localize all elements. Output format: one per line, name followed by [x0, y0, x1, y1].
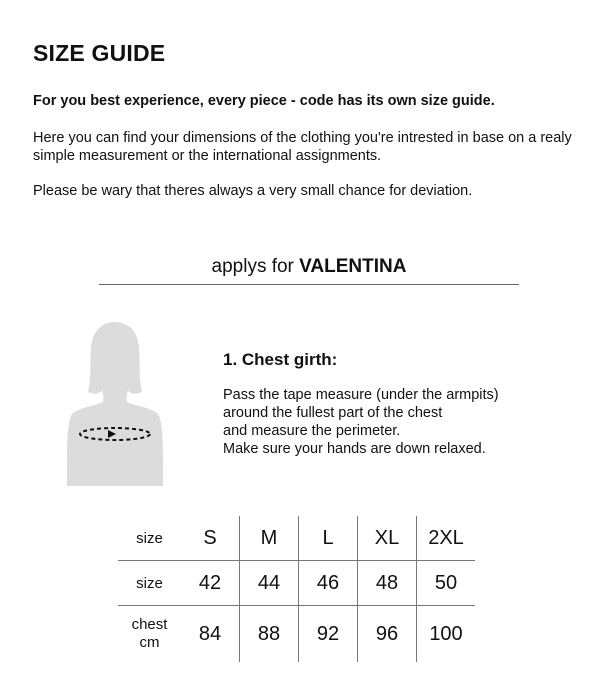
table-row: [118, 606, 475, 663]
row-label-line: chest: [131, 616, 168, 633]
row-label: size: [118, 516, 181, 561]
table-cell: 88: [240, 606, 299, 663]
row-label: size: [118, 561, 181, 606]
table-row: [118, 561, 475, 606]
table-cell: 48: [358, 561, 417, 606]
applies-prefix: applys for: [211, 256, 294, 277]
table-cell: M: [240, 516, 299, 561]
table-cell: 2XL: [417, 516, 476, 561]
applies-heading: [0, 256, 600, 278]
measurement-line: Make sure your hands are down relaxed.: [223, 441, 486, 457]
measurement-line: around the fullest part of the chest: [223, 405, 443, 421]
table-cell: S: [181, 516, 240, 561]
row-label-line: cm: [139, 634, 160, 651]
intro-bold-text: For you best experience, every piece - code has its own size guide.: [33, 93, 495, 109]
table-cell: 42: [181, 561, 240, 606]
table-cell: 96: [358, 606, 417, 663]
table-row: [118, 516, 475, 561]
intro-paragraph-2: Please be wary that theres always a very small chance for deviation.: [33, 183, 473, 199]
table-cell: 92: [299, 606, 358, 663]
table-cell: 84: [198, 622, 222, 645]
measurement-line: Pass the tape measure (under the armpits): [223, 387, 499, 403]
measurement-line: and measure the perimeter.: [223, 423, 401, 439]
table-cell: 44: [240, 561, 299, 606]
chest-girth-figure-icon: [64, 320, 166, 486]
measurement-description: [223, 386, 543, 458]
table-cell: L: [299, 516, 358, 561]
size-table: [118, 516, 475, 662]
table-cell: 100: [417, 606, 476, 663]
product-name: VALENTINA: [299, 256, 407, 277]
measurement-title: 1. Chest girth:: [223, 350, 338, 369]
table-cell: 46: [299, 561, 358, 606]
table-cell: XL: [358, 516, 417, 561]
row-label: [118, 606, 181, 663]
page-title: SIZE GUIDE: [33, 40, 166, 66]
intro-paragraph-1: Here you can find your dimensions of the clothing you're intrested in base on a realy simple measurement or the international assignments.: [33, 130, 572, 164]
section-divider: [99, 284, 519, 285]
table-cell: 50: [417, 561, 476, 606]
